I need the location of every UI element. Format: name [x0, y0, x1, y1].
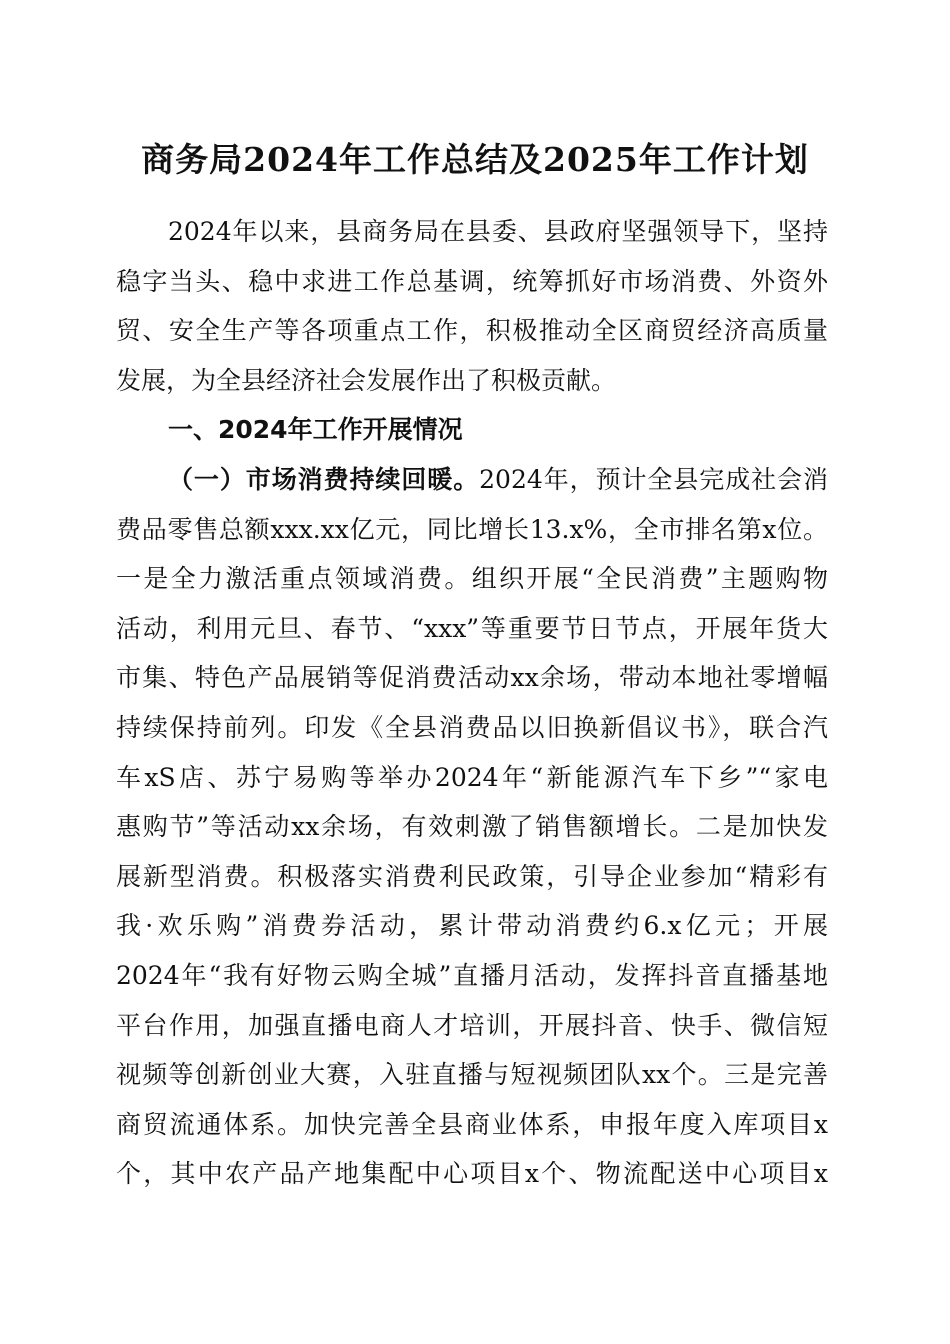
- intro-line: 稳字当头、稳中求进工作总基调，统筹抓好市场消费、外资外: [116, 266, 828, 296]
- body-line: 展新型消费。积极落实消费利民政策，引导企业参加“精彩有: [116, 861, 828, 891]
- subsection-first-line-text: 2024年，预计全县完成社会消: [479, 464, 828, 494]
- subsection-title: （一）市场消费持续回暖。: [168, 464, 480, 494]
- body-line: 我·欢乐购”消费券活动，累计带动消费约6.x亿元；开展: [116, 911, 828, 941]
- intro-line: 发展，为全县经济社会发展作出了积极贡献。: [116, 365, 617, 395]
- body-line: 个，其中农产品产地集配中心项目x个、物流配送中心项目x: [116, 1159, 828, 1189]
- document-title: 商务局2024年工作总结及2025年工作计划: [141, 140, 809, 179]
- body-line: 市集、特色产品展销等促消费活动xx余场，带动本地社零增幅: [116, 663, 828, 693]
- body-line: 商贸流通体系。加快完善全县商业体系，申报年度入库项目x: [116, 1109, 828, 1139]
- body-line: 一是全力激活重点领域消费。组织开展“全民消费”主题购物: [116, 564, 828, 594]
- intro-line: 2024年以来，县商务局在县委、县政府坚强领导下，坚持: [168, 217, 828, 246]
- document-body: [116, 207, 828, 1199]
- subsection-first-line: [116, 455, 828, 505]
- body-line: 车xS店、苏宁易购等举办2024年“新能源汽车下乡”“家电: [116, 762, 828, 792]
- body-line: 惠购节”等活动xx余场，有效刺激了销售额增长。二是加快发: [116, 812, 828, 842]
- body-line: 活动，利用元旦、春节、“xxx”等重要节日节点，开展年货大: [116, 613, 828, 643]
- body-line: 持续保持前列。印发《全县消费品以旧换新倡议书》，联合汽: [116, 712, 828, 742]
- intro-line: 贸、安全生产等各项重点工作，积极推动全区商贸经济高质量: [116, 316, 828, 346]
- body-line: 2024年“我有好物云购全城”直播月活动，发挥抖音直播基地: [116, 960, 828, 990]
- body-line: 平台作用，加强直播电商人才培训，开展抖音、快手、微信短: [116, 1010, 828, 1040]
- body-line: 费品零售总额xxx.xx亿元，同比增长13.x%，全市排名第x位。: [116, 514, 828, 544]
- section-heading: 一、2024年工作开展情况: [168, 415, 463, 445]
- body-line: 视频等创新创业大赛，入驻直播与短视频团队xx个。三是完善: [116, 1060, 828, 1090]
